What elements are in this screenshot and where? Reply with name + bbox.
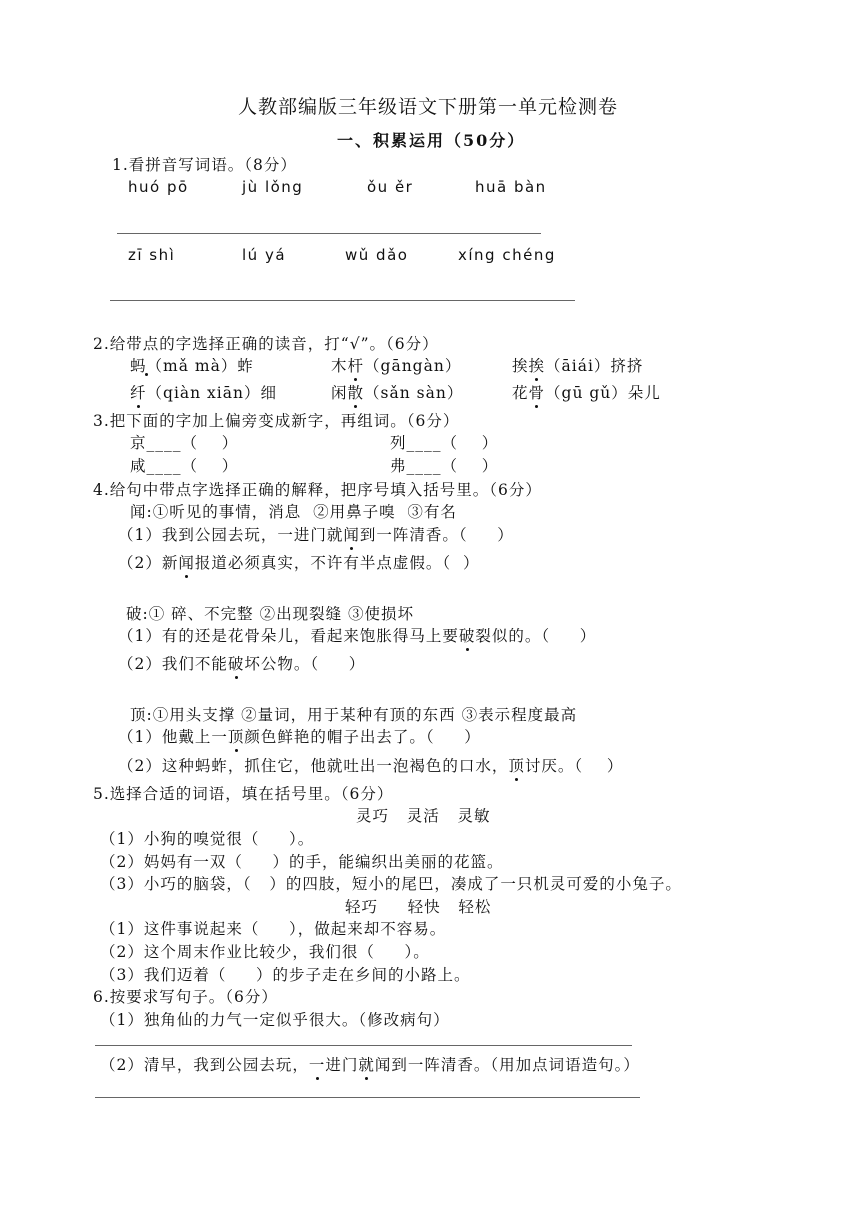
pinyin-8: xíng chéng bbox=[458, 246, 556, 264]
radical-item[interactable]: 列____（ ） bbox=[390, 434, 499, 452]
word-bank: 灵巧 灵活 灵敏 bbox=[356, 807, 491, 825]
pronunciation-item[interactable] bbox=[331, 356, 461, 376]
dotted-char: 顶 bbox=[508, 757, 525, 775]
radical-item[interactable]: 咸____（ ） bbox=[130, 457, 239, 475]
answer-line[interactable] bbox=[95, 1045, 632, 1046]
pronunciation-item[interactable] bbox=[512, 383, 661, 403]
sentence-text: 报道必须真实，不许有半点虚假。（ ） bbox=[194, 554, 480, 572]
pronunciation-item[interactable] bbox=[512, 356, 643, 376]
dotted-char: 顶 bbox=[227, 728, 245, 746]
rewrite-item bbox=[100, 1055, 640, 1075]
fill-blank-item[interactable]: （3）我们迈着（ ）的步子走在乡间的小路上。 bbox=[100, 966, 471, 984]
sentence-text: （2）这种蚂蚱，抓住它，他就吐出一泡褐色的口水， bbox=[118, 757, 509, 775]
sentence-item[interactable] bbox=[118, 727, 481, 747]
reading-options: （mǎ mà）蚱 bbox=[146, 357, 254, 375]
sentence-text: 坏公物。（ ） bbox=[244, 655, 366, 673]
fill-blank-item[interactable]: （1）小狗的嗅觉很（ ）。 bbox=[100, 830, 315, 848]
sentence-text: （1）有的还是花骨朵儿，看起来饱胀得马上要 bbox=[118, 627, 459, 645]
answer-line[interactable] bbox=[95, 1097, 640, 1098]
dotted-char: 就 bbox=[358, 1056, 375, 1074]
word-part: 木 bbox=[331, 357, 348, 375]
dotted-char: 骨 bbox=[528, 384, 546, 402]
dotted-char: 闻 bbox=[343, 526, 360, 544]
sentence-item[interactable] bbox=[118, 525, 514, 545]
q3-heading: 3.把下面的字加上偏旁变成新字，再组词。（6分） bbox=[93, 412, 460, 430]
sentence-text: 到一阵清香。（ ） bbox=[359, 526, 514, 544]
answer-line[interactable] bbox=[117, 233, 541, 234]
dotted-char: 杆 bbox=[347, 357, 365, 375]
pinyin-4: huā bàn bbox=[475, 178, 547, 196]
pinyin-3: ǒu ěr bbox=[367, 178, 414, 196]
fill-blank-item[interactable]: （2）妈妈有一双（ ）的手，能编织出美丽的花篮。 bbox=[100, 853, 504, 871]
definition-list: 破:① 碎、不完整 ②出现裂缝 ③使损坏 bbox=[126, 605, 415, 623]
fill-blank-item[interactable]: （1）这件事说起来（ ），做起来却不容易。 bbox=[100, 920, 447, 938]
sentence-text: 讨厌。（ ） bbox=[524, 757, 624, 775]
sentence-text: （2）新 bbox=[118, 554, 179, 572]
answer-line[interactable] bbox=[110, 300, 575, 301]
reading-options: （gāngàn） bbox=[364, 357, 462, 375]
pinyin-5: zī shì bbox=[128, 246, 176, 264]
sentence-item[interactable] bbox=[118, 553, 480, 573]
pronunciation-item[interactable] bbox=[331, 383, 463, 403]
q6-heading: 6.按要求写句子。（6分） bbox=[93, 988, 278, 1006]
sentence-text: 进门 bbox=[325, 1056, 359, 1074]
word-part: 花 bbox=[512, 384, 529, 402]
sentence-text: 颜色鲜艳的帽子出去了。（ ） bbox=[244, 728, 481, 746]
definition-list: 顶:①用头支撑 ②量词，用于某种有顶的东西 ③表示程度最高 bbox=[130, 706, 578, 724]
dotted-char: 破 bbox=[458, 627, 476, 645]
reading-options: （gū gǔ）朵儿 bbox=[545, 384, 661, 402]
page-title: 人教部编版三年级语文下册第一单元检测卷 bbox=[238, 96, 619, 118]
sentence-text: 裂似的。（ ） bbox=[475, 627, 597, 645]
reading-options: （āiái）挤挤 bbox=[545, 357, 644, 375]
q1-heading: 1.看拼音写词语。（8分） bbox=[112, 156, 297, 174]
fill-blank-item[interactable]: （2）这个周末作业比较少，我们很（ ）。 bbox=[100, 943, 430, 961]
definition-list: 闻:①听见的事情，消息 ②用鼻子嗅 ③有名 bbox=[130, 503, 457, 521]
sentence-text: （2）清早，我到公园去玩， bbox=[100, 1056, 309, 1074]
pronunciation-item[interactable] bbox=[130, 383, 277, 403]
pinyin-2: jù lǒng bbox=[242, 178, 304, 196]
word-part: 闲 bbox=[331, 384, 348, 402]
sentence-text: （1）我到公园去玩，一进门就 bbox=[118, 526, 344, 544]
rewrite-item: （1）独角仙的力气一定似乎很大。（修改病句） bbox=[100, 1011, 450, 1029]
dotted-char: 纤 bbox=[130, 384, 147, 402]
sentence-text: （2）我们不能 bbox=[118, 655, 228, 673]
word-bank: 轻巧 轻快 轻松 bbox=[345, 898, 492, 916]
section-heading: 一、积累运用（50分） bbox=[337, 131, 526, 150]
dotted-char: 破 bbox=[227, 655, 245, 673]
q2-heading: 2.给带点的字选择正确的读音，打“√”。（6分） bbox=[93, 335, 439, 353]
pinyin-7: wǔ dǎo bbox=[345, 246, 409, 264]
q4-heading: 4.给句中带点字选择正确的解释，把序号填入括号里。（6分） bbox=[93, 481, 542, 499]
dotted-char: 散 bbox=[347, 384, 365, 402]
dotted-char: 挨 bbox=[528, 357, 546, 375]
sentence-text: 闻到一阵清香。（用加点词语造句。） bbox=[374, 1056, 640, 1074]
word-part: 蚂 bbox=[130, 357, 147, 375]
radical-item[interactable]: 弗____（ ） bbox=[390, 457, 499, 475]
word-part: 挨 bbox=[512, 357, 529, 375]
reading-options: （qiàn xiān）细 bbox=[146, 384, 277, 402]
sentence-item[interactable] bbox=[118, 626, 596, 646]
q5-heading: 5.选择合适的词语，填在括号里。（6分） bbox=[93, 785, 394, 803]
pronunciation-item[interactable] bbox=[130, 356, 254, 376]
dotted-char: 闻 bbox=[178, 554, 195, 572]
pinyin-1: huó pō bbox=[128, 178, 189, 196]
sentence-text: （1）他戴上一 bbox=[118, 728, 228, 746]
reading-options: （sǎn sàn） bbox=[364, 384, 464, 402]
fill-blank-item[interactable]: （3）小巧的脑袋，（ ）的四肢，短小的尾巴，凑成了一只机灵可爱的小兔子。 bbox=[100, 875, 682, 893]
radical-item[interactable]: 京____（ ） bbox=[130, 434, 239, 452]
sentence-item[interactable] bbox=[118, 756, 623, 776]
dotted-char: 一 bbox=[308, 1056, 326, 1074]
pinyin-6: lú yá bbox=[242, 246, 287, 264]
sentence-item[interactable] bbox=[118, 654, 365, 674]
